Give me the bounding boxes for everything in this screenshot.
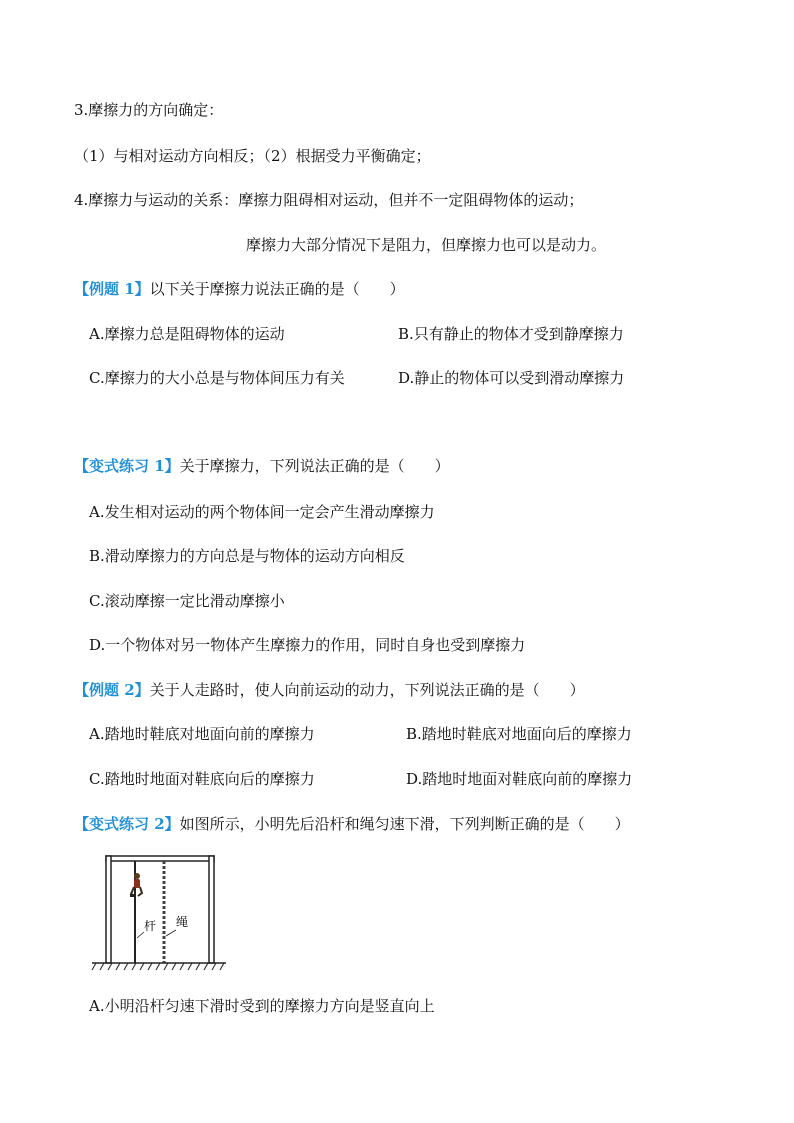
v2-stem: 如图所示，小明先后沿杆和绳匀速下滑，下列判断正确的是（ ） [179,815,630,833]
q2-header [74,680,585,700]
v1-option-a: A.发生相对运动的两个物体间一定会产生滑动摩擦力 [89,503,435,521]
pole-label: 杆 [144,919,157,933]
v2-header [74,814,630,834]
section3-title: 3.摩擦力的方向确定： [74,101,224,119]
q2-tag: 【例题 2】 [74,681,150,699]
rope-label: 绳 [176,915,189,929]
q1-option-a: A.摩擦力总是阻碍物体的运动 [89,325,285,343]
q2-option-a: A.踏地时鞋底对地面向前的摩擦力 [89,725,315,743]
rope-label-leader [166,930,176,936]
section4-title: 4.摩擦力与运动的关系：摩擦力阻碍相对运动，但并不一定阻碍物体的运动； [74,191,584,209]
v1-header [74,456,450,476]
q1-option-b: B.只有静止的物体才受到静摩擦力 [398,325,624,343]
frame-top-beam [106,856,214,861]
ground-hatching [92,963,224,970]
frame-right-post [209,856,214,963]
q1-option-d: D.静止的物体可以受到滑动摩擦力 [398,369,625,387]
v1-stem: 关于摩擦力，下列说法正确的是（ ） [179,457,450,475]
pole-label-leader [137,932,144,938]
q1-tag: 【例题 1】 [74,280,150,298]
q1-header [74,279,405,299]
q2-option-c: C.踏地时地面对鞋底向后的摩擦力 [89,770,315,788]
v1-option-c: C.滚动摩擦一定比滑动摩擦小 [89,592,285,610]
pole-rope-figure [90,850,230,975]
q2-option-b: B.踏地时鞋底对地面向后的摩擦力 [406,725,632,743]
q1-option-c: C.摩擦力的大小总是与物体间压力有关 [89,369,345,387]
v2-option-a: A.小明沿杆匀速下滑时受到的摩擦力方向是竖直向上 [89,997,435,1015]
v1-tag: 【变式练习 1】 [74,457,180,475]
section4-body: 摩擦力大部分情况下是阻力，但摩擦力也可以是动力。 [246,236,607,254]
q2-stem: 关于人走路时，使人向前运动的动力，下列说法正确的是（ ） [149,681,585,699]
section3-body: （1）与相对运动方向相反；（2）根据受力平衡确定； [74,147,431,165]
frame-left-post [106,856,111,963]
v1-option-d: D.一个物体对另一物体产生摩擦力的作用，同时自身也受到摩擦力 [89,636,526,654]
v2-tag: 【变式练习 2】 [74,815,180,833]
v1-option-b: B.滑动摩擦力的方向总是与物体的运动方向相反 [89,547,405,565]
q2-option-d: D.踏地时地面对鞋底向前的摩擦力 [406,770,633,788]
q1-stem: 以下关于摩擦力说法正确的是（ ） [149,280,405,298]
